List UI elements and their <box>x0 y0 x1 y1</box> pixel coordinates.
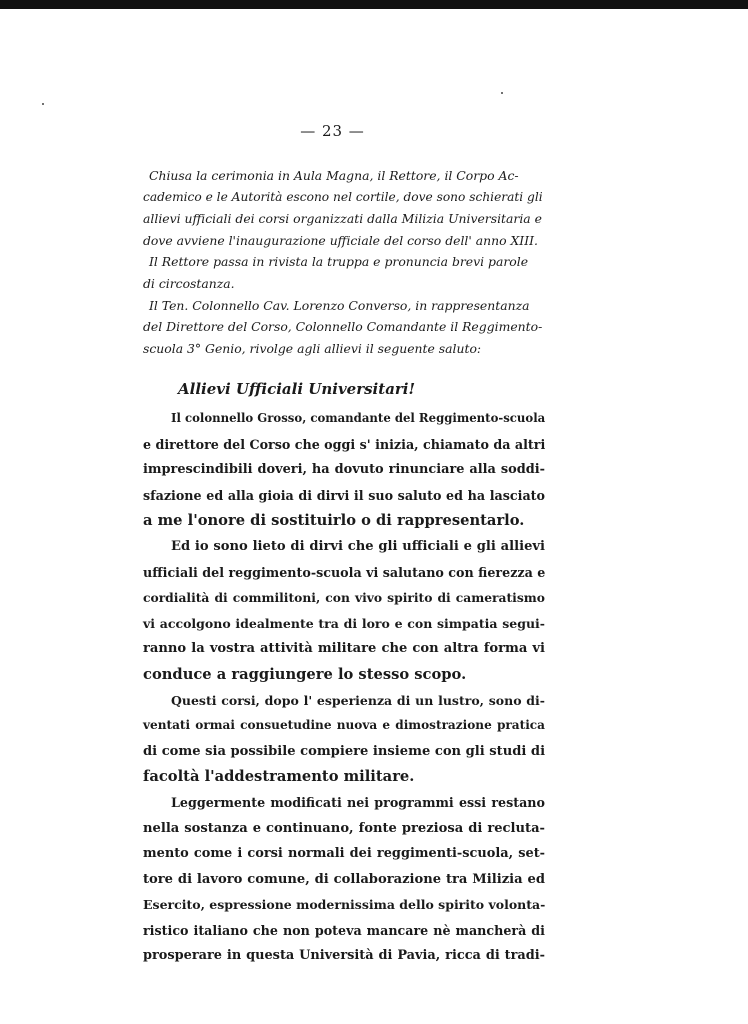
text-line: cademico e le Autorità escono nel cortile, dove sono schierati gli <box>143 189 543 204</box>
italic-paragraph <box>143 251 545 294</box>
text-line: dove avviene l'inaugurazione ufficiale del corso dell' anno XIII. <box>143 232 538 248</box>
scan-speck <box>501 92 503 94</box>
italic-paragraph <box>143 295 545 360</box>
scan-speck <box>42 103 44 105</box>
text-line: Questi corsi, dopo l' esperienza di un lustro, sono di- <box>171 692 545 708</box>
salutation-heading: Allievi Ufficiali Universitari! <box>178 380 416 398</box>
scan-top-border <box>0 0 748 9</box>
body-paragraph <box>143 534 545 688</box>
text-line: cordialità di commilitoni, con vivo spirito di cameratismo <box>143 590 545 606</box>
text-line: Ed io sono lieto di dirvi che gli ufficiali e gli allievi <box>171 538 545 554</box>
text-line: conduce a raggiungere lo stesso scopo. <box>143 665 467 683</box>
text-line: sfazione ed alla gioia di dirvi il suo saluto ed ha lasciato <box>143 487 545 503</box>
text-line: ranno la vostra attività militare che con altra forma vi <box>143 641 545 657</box>
italic-intro <box>143 165 545 359</box>
text-line: vi accolgono idealmente tra di loro e con simpatia segui- <box>143 615 545 631</box>
body-paragraph <box>143 688 545 790</box>
text-line: di circostanza. <box>143 275 235 291</box>
text-line: Esercito, espressione modernissima dello spirito volonta- <box>143 897 546 913</box>
body-paragraph <box>143 790 545 969</box>
text-line: scuola 3° Genio, rivolge agli allievi il seguente saluto: <box>143 340 482 356</box>
text-line: allievi ufficiali dei corsi organizzati dalla Milizia Universitaria e <box>143 211 542 227</box>
text-line: e direttore del Corso che oggi s' inizia, chiamato da altri <box>143 436 546 452</box>
text-line: a me l'onore di sostituirlo o di rappresentarlo. <box>143 512 525 530</box>
text-line: facoltà l'addestramento militare. <box>143 768 415 786</box>
text-line: ventati ormai consuetudine nuova e dimostrazione pratica <box>143 718 545 733</box>
text-line: Leggermente modificati nei programmi essi restano <box>171 794 545 810</box>
text-line: di come sia possibile compiere insieme con gli studi di <box>143 743 546 759</box>
body-paragraph <box>143 406 545 534</box>
text-line: nella sostanza e continuano, fonte preziosa di recluta- <box>143 820 545 836</box>
text-line: Il Ten. Colonnello Cav. Lorenzo Converso, in rappresentanza <box>149 297 530 313</box>
text-line: tore di lavoro comune, di collaborazione tra Milizia ed <box>143 871 545 887</box>
text-line: Il Rettore passa in rivista la truppa e pronuncia brevi parole <box>149 254 529 270</box>
speech-body <box>143 406 545 969</box>
text-line: imprescindibili doveri, ha dovuto rinunciare alla soddi- <box>143 462 545 478</box>
text-line: Chiusa la cerimonia in Aula Magna, il Rettore, il Corpo Ac- <box>149 168 519 183</box>
text-line: mento come i corsi normali dei reggimenti-scuola, set- <box>143 846 545 862</box>
text-line: prosperare in questa Università di Pavia, ricca di tradi- <box>143 948 545 964</box>
text-line: del Direttore del Corso, Colonnello Comandante il Reggimento- <box>143 319 543 335</box>
page-number: — 23 — <box>300 122 365 140</box>
text-line: ristico italiano che non poteva mancare nè mancherà di <box>143 922 545 938</box>
text-line: Il colonnello Grosso, comandante del Reggimento-scuola <box>171 411 546 425</box>
text-line: ufficiali del reggimento-scuola vi salutano con fierezza e <box>143 564 546 580</box>
italic-paragraph <box>143 165 545 251</box>
